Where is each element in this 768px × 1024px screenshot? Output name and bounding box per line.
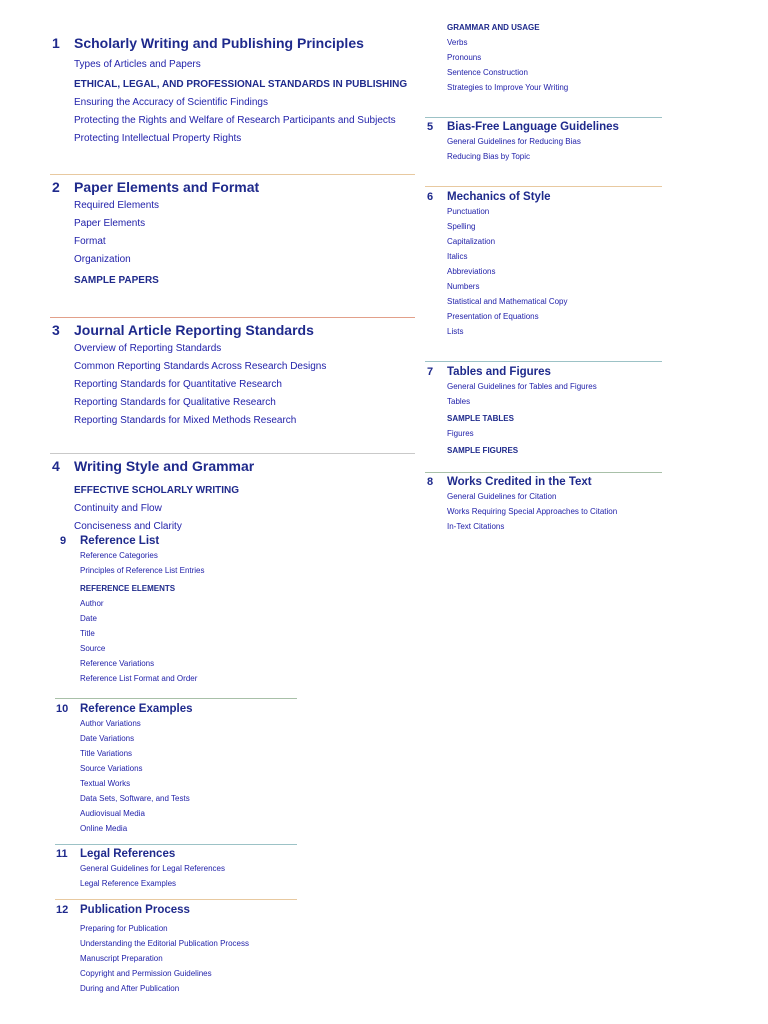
toc-item[interactable]: During and After Publication bbox=[80, 984, 180, 993]
chapter-6 bbox=[427, 191, 568, 339]
toc-item[interactable]: Textual Works bbox=[80, 779, 131, 788]
chapter-9 bbox=[60, 535, 205, 686]
toc-item[interactable]: Types of Articles and Papers bbox=[74, 59, 201, 70]
chapter-3-heading[interactable] bbox=[52, 322, 326, 338]
section-divider bbox=[55, 698, 297, 699]
toc-item[interactable]: Principles of Reference List Entries bbox=[80, 566, 205, 575]
chapter-7-heading[interactable] bbox=[427, 366, 597, 378]
chapter-10-heading[interactable] bbox=[56, 703, 193, 715]
toc-item[interactable]: Strategies to Improve Your Writing bbox=[447, 83, 569, 92]
chapter-7 bbox=[427, 366, 597, 457]
toc-item[interactable]: Date bbox=[80, 614, 97, 623]
chapter-number: 11 bbox=[56, 848, 68, 860]
toc-item[interactable]: Statistical and Mathematical Copy bbox=[447, 297, 568, 306]
chapter-title: Publication Process bbox=[80, 904, 190, 916]
toc-item[interactable]: Paper Elements bbox=[74, 218, 146, 229]
toc-item[interactable]: Reporting Standards for Qualitative Research bbox=[74, 397, 276, 408]
toc-subheading[interactable]: SAMPLE TABLES bbox=[447, 414, 514, 423]
chapter-12-heading[interactable] bbox=[56, 904, 249, 916]
chapter-number: 12 bbox=[56, 904, 69, 916]
section-divider bbox=[50, 453, 415, 454]
toc-item[interactable]: Reporting Standards for Mixed Methods Research bbox=[74, 415, 297, 426]
chapter-3 bbox=[52, 322, 326, 430]
chapter-6-heading[interactable] bbox=[427, 191, 568, 203]
toc-subheading[interactable]: REFERENCE ELEMENTS bbox=[80, 584, 176, 593]
toc-item[interactable]: Audiovisual Media bbox=[80, 809, 145, 818]
chapter-title: Works Credited in the Text bbox=[447, 476, 592, 488]
toc-item[interactable]: Common Reporting Standards Across Research Designs bbox=[74, 361, 327, 372]
section-divider bbox=[55, 844, 297, 845]
chapter-title: Reference Examples bbox=[80, 703, 193, 715]
chapter-title: Tables and Figures bbox=[447, 366, 551, 378]
chapter-title: Writing Style and Grammar bbox=[74, 458, 255, 474]
toc-item[interactable]: Continuity and Flow bbox=[74, 503, 162, 514]
toc-item[interactable]: Preparing for Publication bbox=[80, 924, 168, 933]
toc-item[interactable]: General Guidelines for Legal References bbox=[80, 864, 225, 873]
toc-item[interactable]: Figures bbox=[447, 429, 474, 438]
toc-item[interactable]: Source bbox=[80, 644, 106, 653]
toc-item[interactable]: Reference List Format and Order bbox=[80, 674, 198, 683]
chapter-number: 9 bbox=[60, 535, 67, 547]
chapter-8-heading[interactable] bbox=[427, 476, 617, 488]
section-divider bbox=[55, 899, 297, 900]
section-divider bbox=[425, 361, 662, 362]
section-divider bbox=[50, 174, 415, 175]
chapter-4-continued bbox=[427, 22, 568, 95]
toc-subheading[interactable]: GRAMMAR AND USAGE bbox=[447, 23, 540, 32]
toc-item[interactable]: Spelling bbox=[447, 222, 476, 231]
chapter-number: 2 bbox=[52, 179, 60, 195]
toc-item[interactable]: In-Text Citations bbox=[447, 522, 505, 531]
chapter-1 bbox=[52, 35, 407, 148]
toc-item[interactable]: Source Variations bbox=[80, 764, 143, 773]
chapter-number: 8 bbox=[427, 476, 434, 488]
toc-item[interactable]: Date Variations bbox=[80, 734, 135, 743]
chapter-title: Reference List bbox=[80, 535, 160, 547]
chapter-11-heading[interactable] bbox=[56, 848, 225, 860]
toc-item[interactable]: Reference Variations bbox=[80, 659, 155, 668]
toc-item[interactable]: Protecting Intellectual Property Rights bbox=[74, 133, 242, 144]
chapter-number: 7 bbox=[427, 366, 434, 378]
chapter-number: 5 bbox=[427, 121, 434, 133]
chapter-5 bbox=[427, 121, 619, 164]
chapter-number: 6 bbox=[427, 191, 434, 203]
section-divider bbox=[425, 186, 662, 187]
chapter-title: Journal Article Reporting Standards bbox=[74, 322, 314, 338]
toc-subheading[interactable]: ETHICAL, LEGAL, AND PROFESSIONAL STANDARDS IN PUBLISHING bbox=[74, 79, 408, 90]
toc-item[interactable]: Legal Reference Examples bbox=[80, 879, 177, 888]
toc-item[interactable]: Ensuring the Accuracy of Scientific Findings bbox=[74, 97, 268, 108]
chapter-number: 1 bbox=[52, 35, 60, 51]
toc-item[interactable]: General Guidelines for Citation bbox=[447, 492, 557, 501]
toc-item[interactable]: General Guidelines for Reducing Bias bbox=[447, 137, 581, 146]
chapter-4-heading[interactable] bbox=[52, 458, 254, 474]
chapter-number: 10 bbox=[56, 703, 69, 715]
chapter-number: 3 bbox=[52, 322, 60, 338]
chapter-2-heading[interactable] bbox=[52, 179, 259, 195]
chapter-1-heading[interactable] bbox=[52, 35, 407, 51]
toc-item[interactable]: Punctuation bbox=[447, 207, 490, 216]
toc-item[interactable]: Data Sets, Software, and Tests bbox=[80, 794, 190, 803]
toc-item[interactable]: Author Variations bbox=[80, 719, 141, 728]
toc-item[interactable]: Overview of Reporting Standards bbox=[74, 343, 222, 354]
chapter-4 bbox=[52, 458, 254, 536]
chapter-8 bbox=[427, 476, 617, 534]
section-divider bbox=[425, 117, 662, 118]
chapter-number: 4 bbox=[52, 458, 60, 474]
toc-item[interactable]: Protecting the Rights and Welfare of Research Participants and Subjects bbox=[74, 115, 396, 126]
chapter-9-heading[interactable] bbox=[60, 535, 205, 547]
chapter-title: Mechanics of Style bbox=[447, 191, 551, 203]
chapter-title: Scholarly Writing and Publishing Principles bbox=[74, 35, 364, 51]
toc-subheading[interactable]: SAMPLE PAPERS bbox=[74, 275, 159, 286]
chapter-12 bbox=[56, 904, 249, 996]
toc-item[interactable]: Online Media bbox=[80, 824, 128, 833]
toc-item[interactable]: Sentence Construction bbox=[447, 68, 528, 77]
chapter-5-heading[interactable] bbox=[427, 121, 619, 133]
toc-item[interactable]: Title bbox=[80, 629, 95, 638]
toc-item[interactable]: Manuscript Preparation bbox=[80, 954, 163, 963]
toc-item[interactable]: Lists bbox=[447, 327, 464, 336]
toc-subheading[interactable]: SAMPLE FIGURES bbox=[447, 446, 519, 455]
toc-item[interactable]: Presentation of Equations bbox=[447, 312, 539, 321]
toc-item[interactable]: Reference Categories bbox=[80, 551, 158, 560]
section-divider bbox=[425, 472, 662, 473]
chapter-10 bbox=[56, 703, 193, 836]
toc-item[interactable]: Reporting Standards for Quantitative Research bbox=[74, 379, 282, 390]
toc-item[interactable]: Conciseness and Clarity bbox=[74, 521, 182, 532]
chapter-title: Bias-Free Language Guidelines bbox=[447, 121, 619, 133]
chapter-11 bbox=[56, 848, 225, 891]
toc-item[interactable]: Format bbox=[74, 236, 106, 247]
chapter-2 bbox=[52, 179, 259, 286]
toc-item[interactable]: Italics bbox=[447, 252, 468, 261]
toc-item[interactable]: Author bbox=[80, 599, 104, 608]
toc-item[interactable]: Understanding the Editorial Publication Process bbox=[80, 939, 249, 948]
toc-item[interactable]: Capitalization bbox=[447, 237, 496, 246]
toc-item[interactable]: Abbreviations bbox=[447, 267, 496, 276]
section-divider bbox=[50, 317, 415, 318]
toc-item[interactable]: Numbers bbox=[447, 282, 480, 291]
toc-item[interactable]: Required Elements bbox=[74, 200, 160, 211]
toc-item[interactable]: Organization bbox=[74, 254, 131, 265]
toc-item[interactable]: Reducing Bias by Topic bbox=[447, 152, 531, 161]
toc-item[interactable]: Copyright and Permission Guidelines bbox=[80, 969, 212, 978]
toc-item[interactable]: Works Requiring Special Approaches to Citation bbox=[447, 507, 618, 516]
toc-item[interactable]: Verbs bbox=[447, 38, 468, 47]
chapter-title: Paper Elements and Format bbox=[74, 179, 260, 195]
chapter-title: Legal References bbox=[80, 848, 176, 860]
toc-item[interactable]: General Guidelines for Tables and Figures bbox=[447, 382, 597, 391]
toc-item[interactable]: Tables bbox=[447, 397, 471, 406]
toc-item[interactable]: Pronouns bbox=[447, 53, 482, 62]
toc-item[interactable]: Title Variations bbox=[80, 749, 133, 758]
toc-subheading[interactable]: EFFECTIVE SCHOLARLY WRITING bbox=[74, 485, 240, 496]
